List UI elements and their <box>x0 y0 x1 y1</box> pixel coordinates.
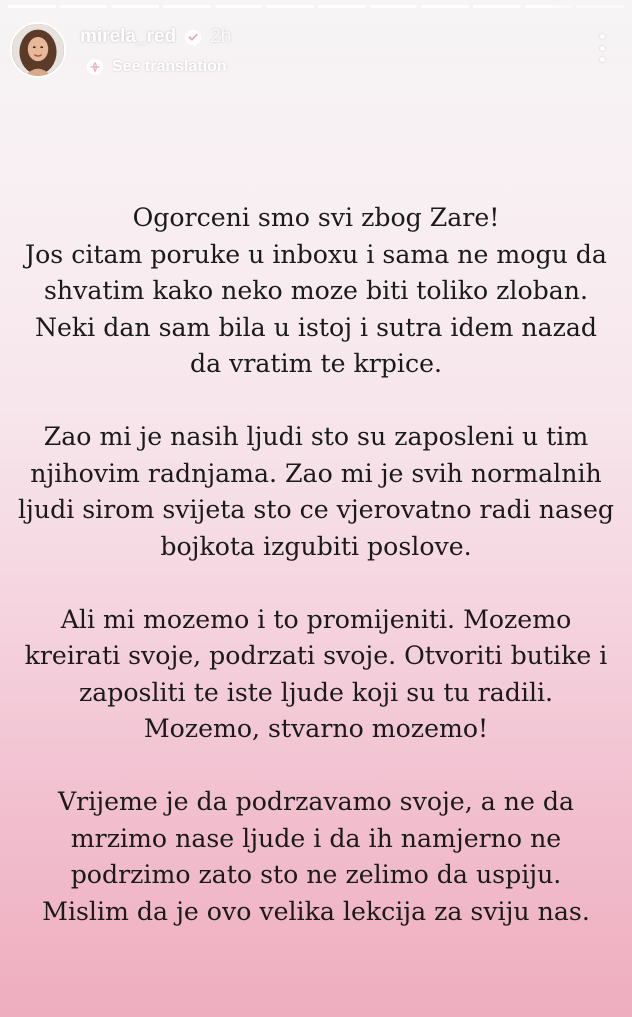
text-line: Ali mi mozemo i to promijeniti. Mozemo <box>60 604 572 634</box>
progress-segment <box>370 5 418 8</box>
text-line: Vrijeme je da podrzavamo svoje, a ne da <box>57 787 575 816</box>
avatar-image <box>12 24 64 76</box>
text-line: da vratim te krpice. <box>189 349 443 378</box>
text-line: Neki dan sam bila u istoj i sutra idem nazad <box>34 312 598 342</box>
translate-icon <box>86 58 104 76</box>
post-time: 2h <box>210 26 232 47</box>
story-paragraph <box>14 784 618 930</box>
text-line: njihovim radnjama. Zao mi je svih normalnih <box>30 458 602 488</box>
progress-segment <box>215 5 263 8</box>
progress-segment <box>266 5 314 8</box>
progress-segment <box>576 5 624 8</box>
text-line: Mozemo, stvarno mozemo! <box>143 714 489 743</box>
username[interactable]: mirela_red <box>80 26 177 47</box>
text-line: Jos citam poruke u inboxu i sama ne mogu da <box>25 239 607 269</box>
username-row <box>80 26 231 48</box>
progress-segment <box>111 5 159 8</box>
story-paragraph <box>14 200 618 383</box>
verified-badge-icon <box>184 28 202 46</box>
text-line: kreirati svoje, podrzati svoje. Otvoriti butike i <box>24 641 608 670</box>
story-header <box>10 20 622 80</box>
progress-segment <box>421 5 469 8</box>
text-line: shvatim kako neko moze biti toliko zloban. <box>43 276 588 305</box>
progress-segment <box>60 5 108 8</box>
story-text-block <box>14 200 618 967</box>
text-line: ljudi sirom svijeta sto ce vjerovatno radi naseg <box>17 495 614 524</box>
story-paragraph <box>14 419 618 565</box>
story-paragraph <box>14 602 618 748</box>
text-line: Zao mi je nasih ljudi sto su zaposleni u tim <box>43 422 589 451</box>
text-line: bojkota izgubiti poslove. <box>160 531 472 561</box>
text-line: Mislim da je ovo velika lekcija za sviju nas. <box>42 896 590 926</box>
progress-segment <box>473 5 521 8</box>
text-line: podrzimo zato sto ne zelimo da uspiju. <box>70 860 562 889</box>
text-line: mrzimo nase ljude i da ih namjerno ne <box>70 823 562 853</box>
progress-segment <box>318 5 366 8</box>
text-line: Ogorceni smo svi zbog Zare! <box>132 203 500 232</box>
progress-segment <box>163 5 211 8</box>
progress-segment <box>8 5 56 8</box>
avatar[interactable] <box>10 22 66 78</box>
progress-segment-current <box>525 5 573 8</box>
see-translation-button[interactable] <box>86 58 227 76</box>
story-progress-bars <box>8 5 624 8</box>
more-options-icon[interactable] <box>598 34 606 62</box>
see-translation-label: See translation <box>112 58 227 75</box>
text-line: zaposliti te iste ljude koji su tu radili. <box>78 677 554 707</box>
